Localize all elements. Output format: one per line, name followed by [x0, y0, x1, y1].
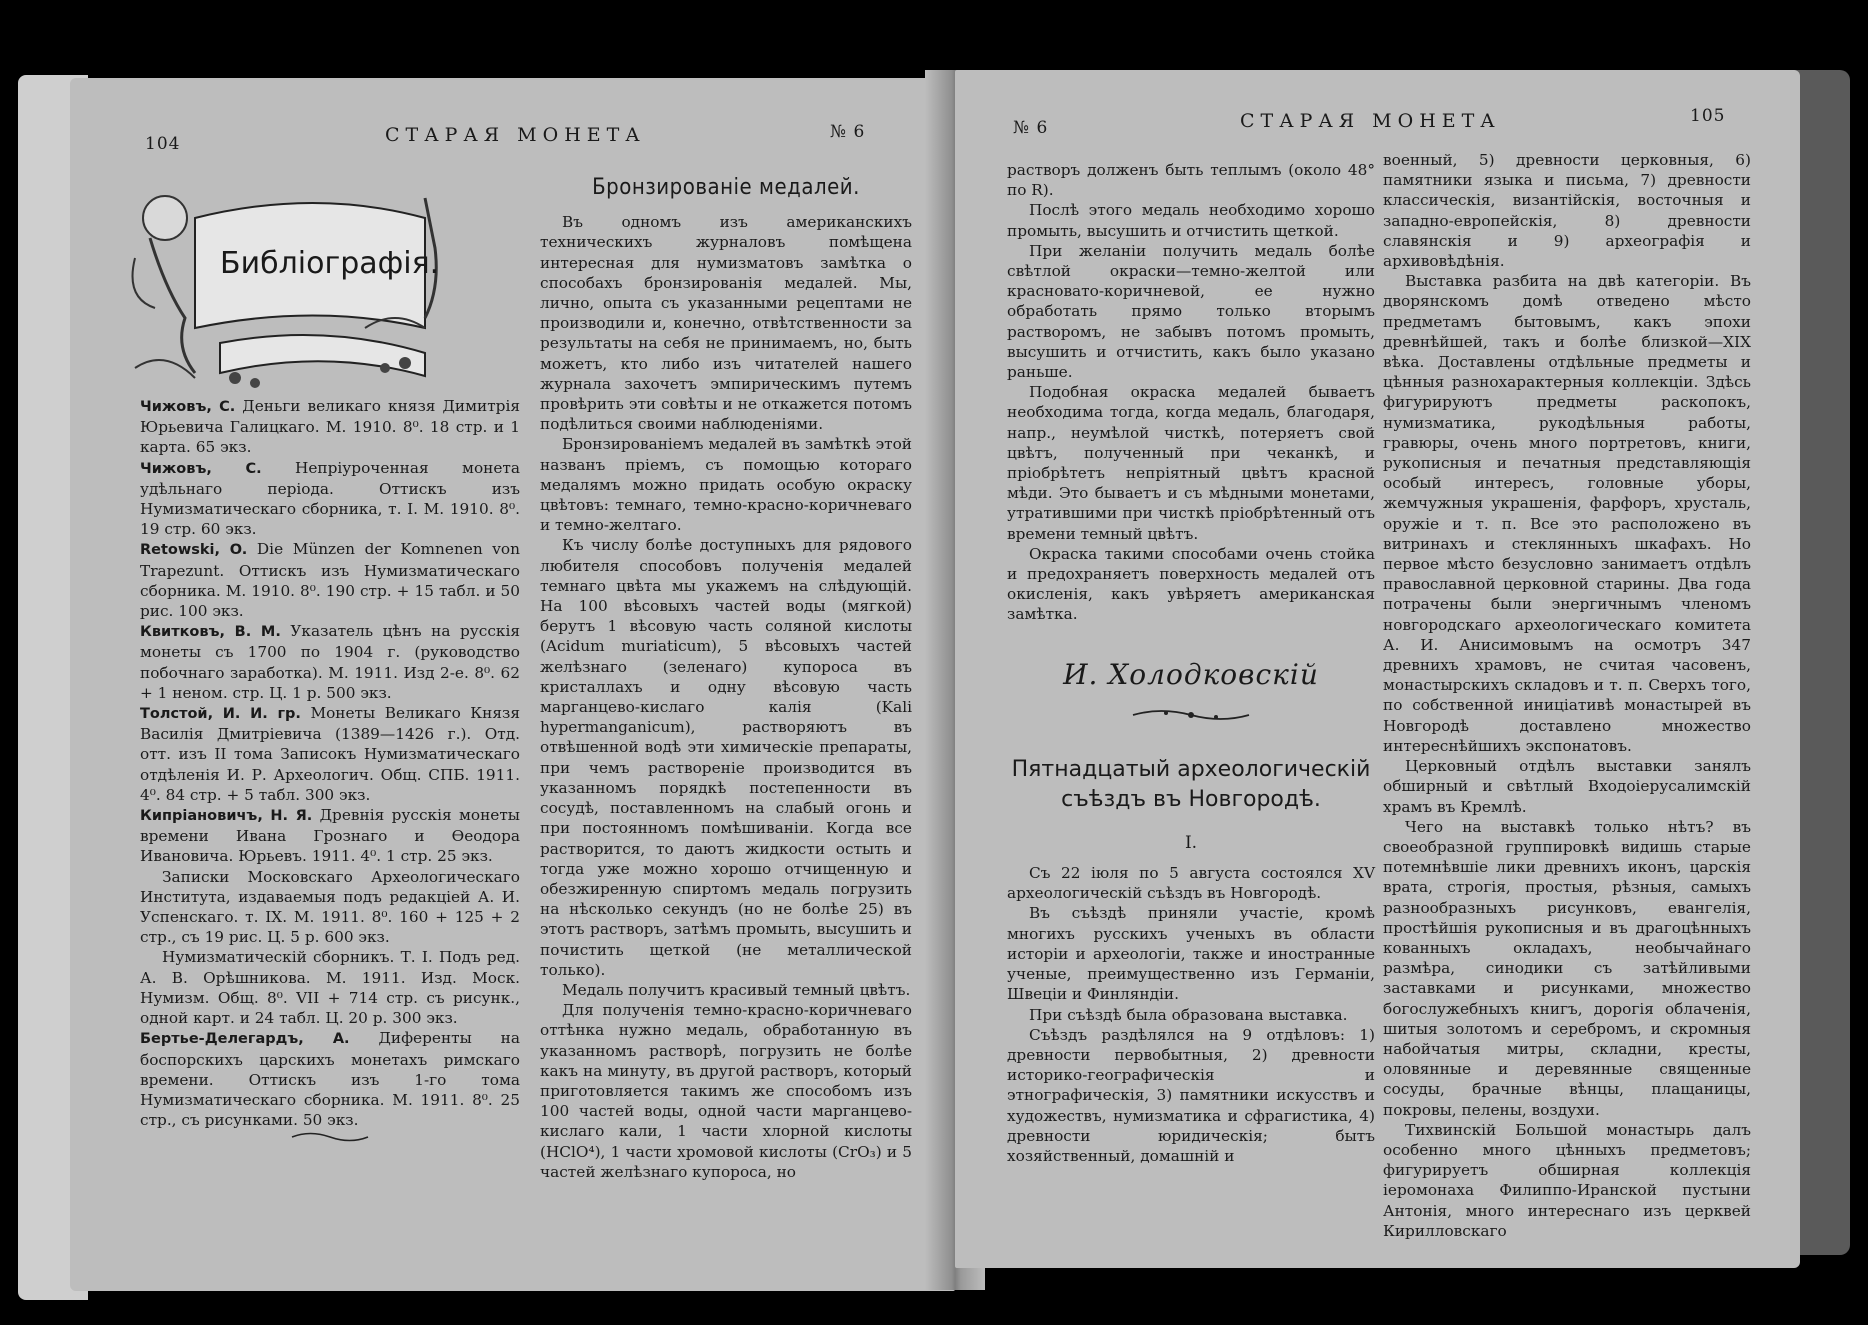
- right-column-2: [1383, 150, 1751, 1241]
- bibliography-banner-ornament: [125, 178, 470, 393]
- left-issue-number: № 6: [830, 122, 866, 142]
- article-paragraph: Въ съѣздѣ приняли участіе, кромѣ многихъ русскихъ ученыхъ въ области исторіи и археологіи, также и иностранные ученые, преимущественно изъ Германіи, Швеціи и Финляндіи.: [1007, 904, 1375, 1004]
- left-running-title: СТАРАЯ МОНЕТА: [385, 124, 646, 146]
- article-paragraph: военный, 5) древности церковныя, 6) памятники языка и письма, 7) древности классическія, византійскія, восточныя и западно-европейскія, 8) древности славянскія и 9) археографія и архивовѣдѣнія.: [1383, 151, 1751, 271]
- article-paragraph: Выставка разбита на двѣ категоріи. Въ дворянскомъ домѣ отведено мѣсто предметамъ бытовымъ, какъ эпохи древнѣйшей, такъ и болѣе близкой—XIX вѣка. Доставлены отдѣльные предметы и цѣнныя разнохарактерныя коллекціи. Здѣсь фигурируютъ предметы раскопокъ, нумизматика, рукодѣльныя работы, гравюры, очень много портретовъ, книги, рукописныя и печатныя представляющія особый интересъ, головные уборы, жемчужныя украшенія, фарфоръ, хрусталь, оружіе и т. п. Все это расположено въ витринахъ и стеклянныхъ шкафахъ. Но первое мѣсто безусловно занимаетъ отдѣлъ православной церковной старины. Два года потрачены были энергичнымъ членомъ новгородскаго археологическаго комитета А. И. Анисимовымъ на осмотръ 347 древнихъ храмовъ, не считая часовенъ, монастырскихъ складовъ и т. п. Сверхъ того, по собственной иниціативѣ монастырей въ Новгородѣ доставлено множество интереснѣйшихъ экспонатовъ.: [1383, 272, 1751, 755]
- article-paragraph: Церковный отдѣлъ выставки занялъ обширный и свѣтлый Входоіерусалимскій храмъ въ Кремлѣ.: [1383, 757, 1751, 816]
- bibliography-title: Библіографія.: [220, 246, 440, 281]
- section-numeral: I.: [1184, 832, 1198, 853]
- article-title: Бронзированіе медалей.: [592, 175, 860, 200]
- right-column-1: [1007, 160, 1375, 1166]
- bibliography-entry: Квитковъ, В. М. Указатель цѣнъ на русскія монеты съ 1700 по 1904 г. (руководство побочнаго заработка). М. 1911. Изд 2-е. 8⁰. 62 + 1 неном. стр. Ц. 1 р. 500 экз.: [140, 622, 520, 702]
- article-medal-bronzing: [540, 175, 912, 1182]
- bibliography-entry: Толстой, И. И. гр. Монеты Великаго Князя Василія Дмитріевича (1389—1426 г.). Отд. отт. изъ II тома Записокъ Нумизматическаго отдѣленія И. Р. Археологич. Общ. СПБ. 1911. 4⁰. 84 стр. + 5 табл. 300 экз.: [140, 704, 520, 804]
- article-paragraph: Медаль получитъ красивый темный цвѣтъ.: [562, 980, 911, 999]
- congress-title-line-1: Пятнадцатый археологическій: [1011, 756, 1371, 782]
- left-page: [70, 78, 955, 1291]
- article-paragraph: При съѣздѣ была образована выставка.: [1029, 1005, 1348, 1024]
- congress-title-line-2: съѣздъ въ Новгородѣ.: [1061, 786, 1321, 812]
- bibliography-entry: Бертье-Делегардъ, А. Диференты на боспорскихъ царскихъ монетахъ римскаго времени. Оттискъ изъ 1-го тома Нумизматическаго сборника. М. 1911. 8⁰. 25 стр., съ рисунками. 50 экз.: [140, 1029, 520, 1130]
- article-paragraph: Въ одномъ изъ американскихъ техническихъ журналовъ помѣщена интересная для нумизматовъ замѣтка о способахъ бронзированія медалей. Мы, лично, опыта съ указанными рецептами не производили и, конечно, отвѣтственности за результаты на себя не принимаемъ, но, быть можетъ, кто либо изъ читателей нашего журнала захочетъ эмпирическимъ путемъ провѣрить эти совѣты и не откажется потомъ подѣлиться своими наблюденіями.: [540, 213, 912, 434]
- right-page: [955, 70, 1800, 1268]
- article-paragraph: Съ 22 іюля по 5 августа состоялся XV археологическій съѣздъ въ Новгородѣ.: [1007, 864, 1375, 903]
- article-paragraph: Къ числу болѣе доступныхъ для рядового любителя способовъ полученія медалей темнаго цвѣта мы укажемъ на слѣдующій. На 100 вѣсовыхъ частей воды (мягкой) берутъ 1 вѣсовую часть соляной кислоты (Acidum muriaticum), 5 вѣсовыхъ частей желѣзнаго (зеленаго) купороса въ кристаллахъ и одну вѣсовую часть марганцево-кислаго калія (Kali hypermanganicum), растворяютъ въ отвѣшенной водѣ эти химическіе препараты, при чемъ раствореніе производится въ указанномъ порядкѣ постепенности въ сосудѣ, поставленномъ на слабый огонь и при постоянномъ помѣшиваніи. Когда все растворится, то даютъ жидкости остыть и тогда уже можно хорошо отчищенную и обезжиренную спиртомъ медаль погрузить на нѣсколько секундъ (но не болѣе 25) въ этотъ растворъ, затѣмъ промыть, высушить и почистить щеткой (не металлической только).: [540, 536, 912, 979]
- right-running-title: СТАРАЯ МОНЕТА: [1240, 110, 1501, 132]
- bibliography-entry: Записки Московскаго Археологическаго Института, издаваемыя подъ редакціей А. И. Успенскаго. т. IX. М. 1911. 8⁰. 160 + 125 + 2 стр., съ 19 рис. Ц. 5 р. 600 экз.: [140, 867, 520, 947]
- bibliography-list: [140, 396, 520, 1144]
- left-page-number: 104: [145, 134, 181, 154]
- bibliography-entry: Кипріановичъ, Н. Я. Древнія русскія монеты времени Ивана Грознаго и Ѳеодора Ивановича. Юрьевъ. 1911. 4⁰. 1 стр. 25 экз.: [140, 806, 520, 866]
- bibliography-entry: Чижовъ, С. Деньги великаго князя Димитрія Юрьевича Галицкаго. М. 1910. 8⁰. 18 стр. и 1 карта. 65 экз.: [140, 397, 520, 457]
- article-paragraph: Окраска такими способами очень стойка и предохраняетъ поверхность медалей отъ окисленія, какъ увѣряетъ американская замѣтка.: [1007, 544, 1375, 624]
- article-paragraph: Подобная окраска медалей бываетъ необходима тогда, когда медаль, благодаря, напр., неумѣлой чисткѣ, потеряетъ свой цвѣтъ, полученный при чеканкѣ, и пріобрѣтетъ непріятный цвѣтъ красной мѣди. Это бываетъ и съ мѣдными монетами, утратившими при чисткѣ пріобрѣтенный отъ времени темный цвѣтъ.: [1007, 383, 1375, 543]
- bibliography-entry: Чижовъ, С. Непріуроченная монета удѣльнаго періода. Оттискъ изъ Нумизматическаго сборника, т. I. М. 1910. 8⁰. 19 стр. 60 экз.: [140, 458, 520, 539]
- article-paragraph: Послѣ этого медаль необходимо хорошо промыть, высушить и отчистить щеткой.: [1007, 201, 1375, 240]
- article-paragraph: Чего на выставкѣ только нѣтъ? въ своеобразной группировкѣ видишь старые потемнѣвшіе лики древнихъ иконъ, царскія врата, строгія, простыя, рѣзныя, самыхъ разнообразныхъ рисунковъ, евангелія, простѣйшія рукописныя и въ драгоцѣнныхъ кованныхъ окладахъ, необычайнаго размѣра, синодики съ затѣйливыми заставками и рисунками, множество богослужебныхъ книгъ, дорогія облаченія, шитыя золотомъ и серебромъ, и скромныя набойчатыя митры, складни, кресты, оловянные и деревянные священные сосуды, брачные вѣнцы, плащаницы, покровы, пелены, воздухи.: [1383, 817, 1751, 1119]
- article-paragraph: Тихвинскій Большой монастырь далъ особенно много цѣнныхъ предметовъ; фигурируетъ обширная коллекція іеромонаха Филиппо-Иранской пустыни Антонія, много интереснаго изъ церквей Кирилловскаго: [1383, 1120, 1751, 1240]
- right-issue-number: № 6: [1013, 118, 1049, 138]
- divider-ornament: [1131, 705, 1251, 725]
- author-signature: И. Холодковскій: [1063, 657, 1319, 691]
- article-paragraph: Бронзированіемъ медалей въ замѣткѣ этой названъ пріемъ, съ помощью котораго медалямъ можно придать особую окраску цвѣтовъ: темнаго, темно-красно-коричневаго и темно-желтаго.: [540, 435, 912, 535]
- bibliography-entry: Retowski, O. Die Münzen der Komnenen von Trapezunt. Оттискъ изъ Нумизматическаго сборника. М. 1910. 8⁰. 190 стр. + 15 табл. и 50 рис. 100 экз.: [140, 540, 520, 621]
- right-page-number: 105: [1690, 106, 1726, 126]
- article-paragraph: Для полученія темно-красно-коричневаго оттѣнка нужно медаль, обработанную въ указанномъ растворѣ, погрузить не болѣе какъ на минуту, въ другой растворъ, который приготовляется такимъ же способомъ изъ 100 частей воды, одной части марганцево-кислаго кали, 1 части хлорной кислоты (HClO⁴), 1 части хромовой кислоты (CrO₃) и 5 частей желѣзнаго купороса, но: [540, 1001, 912, 1181]
- article-paragraph: При желаніи получить медаль болѣе свѣтлой окраски—темно-желтой или красновато-коричневой, ее нужно обработать прямо только вторымъ растворомъ, не забывъ потомъ промыть, высушить и отчистить, какъ было указано раньше.: [1007, 241, 1375, 382]
- end-ornament: [290, 1130, 370, 1144]
- article-paragraph: растворъ долженъ быть теплымъ (около 48° по R).: [1007, 161, 1375, 200]
- bibliography-entry: Нумизматическій сборникъ. Т. I. Подъ ред. А. В. Орѣшникова. М. 1911. Изд. Моск. Нумизм. Общ. 8⁰. VII + 714 стр. съ рисунк., одной карт. и 24 табл. Ц. 20 р. 300 экз.: [140, 948, 520, 1028]
- article-paragraph: Съѣздъ раздѣлялся на 9 отдѣловъ: 1) древности первобытныя, 2) древности историко-географическія и этнографическія, 3) памятники искусствъ и художествъ, нумизматика и сфрагистика, 4) древности юридическія; бытъ хозяйственный, домашній и: [1007, 1025, 1375, 1165]
